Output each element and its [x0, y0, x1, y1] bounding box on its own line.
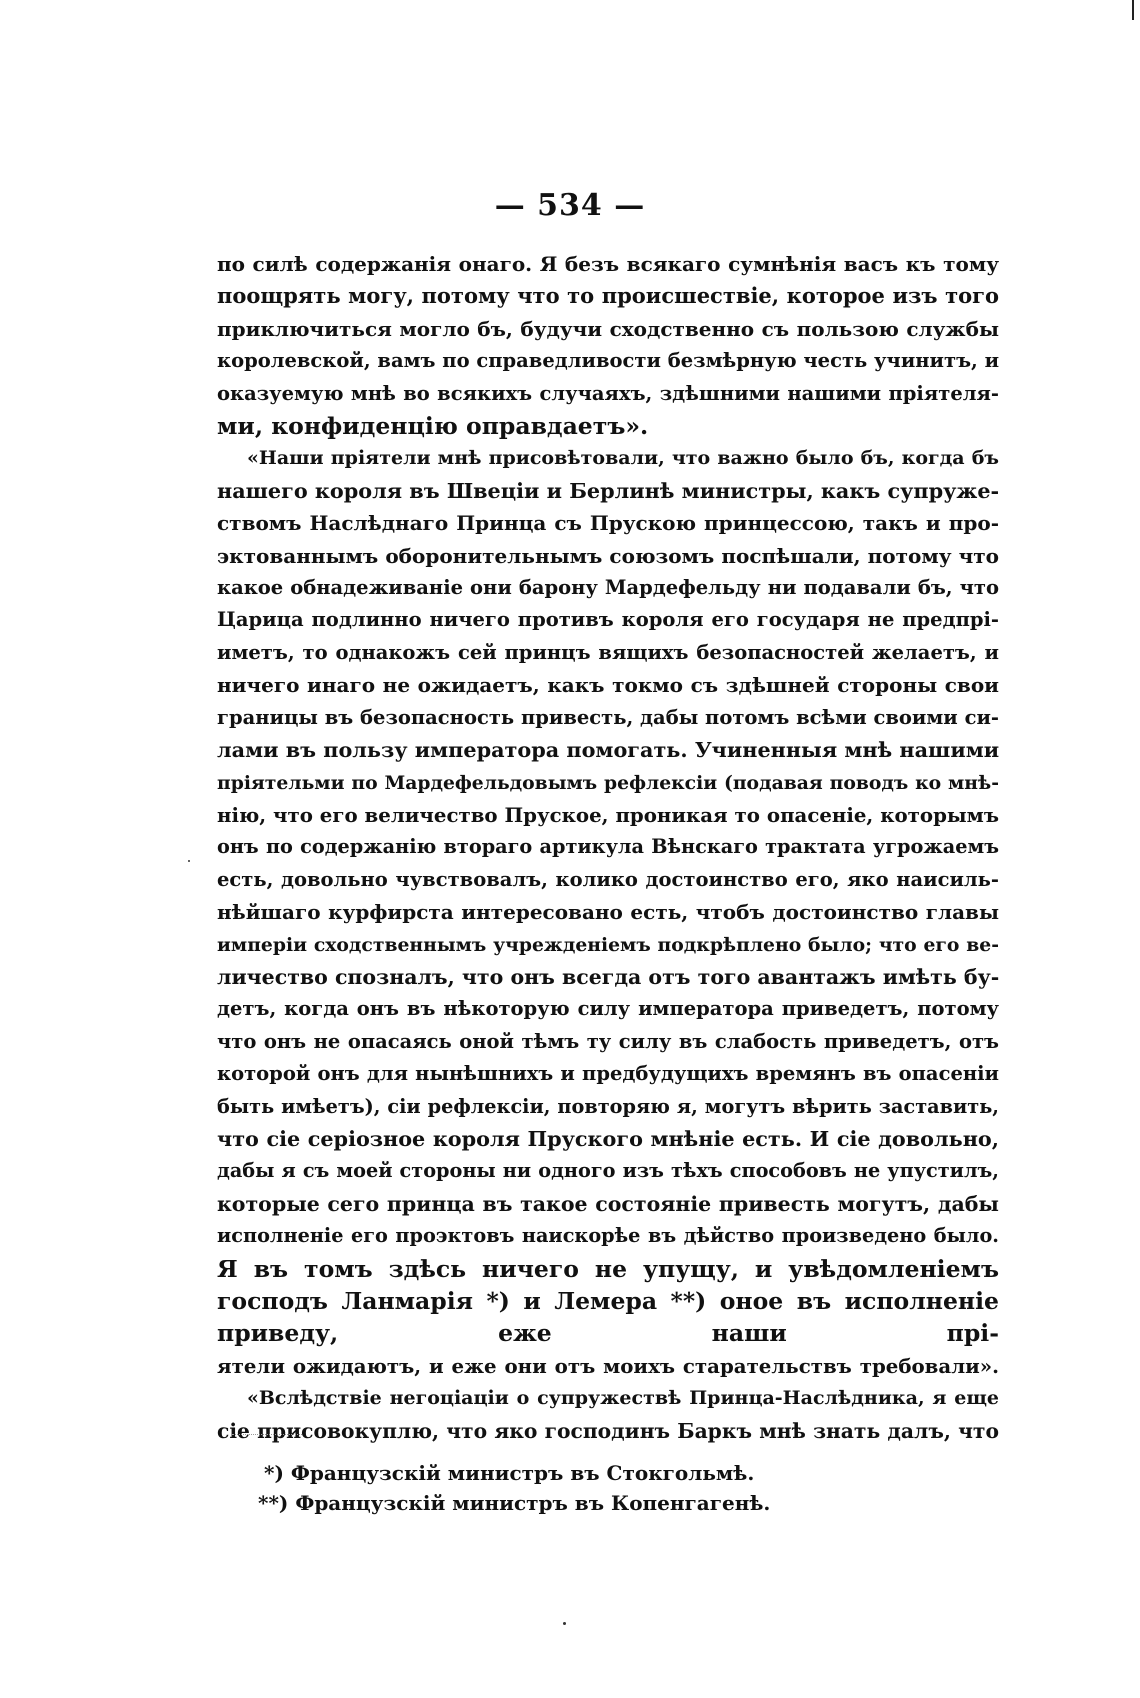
text-line: по силѣ содержанія онаго. Я безъ всякаго сумнѣнія васъ къ тому	[217, 252, 999, 276]
text-line: имперіи сходственнымъ учрежденіемъ подкрѣплено было; что его ве-	[217, 933, 999, 956]
text-line: онъ по содержанію втораго артикула Вѣнскаго трактата угрожаемъ	[217, 835, 999, 859]
text-line: ятели ожидаютъ, и еже они отъ моихъ старательствъ требовали».	[217, 1353, 999, 1378]
text-line: поощрять могу, потому что то происшествіе, которое изъ того	[217, 283, 999, 309]
page-number: — 534 —	[494, 188, 646, 223]
scan-speck	[188, 860, 190, 862]
text-line: какое обнадеживаніе они барону Мардефельду ни подавали бъ, что	[217, 576, 999, 600]
text-line: что онъ не опасаясь оной тѣмъ ту силу въ слабость приведетъ, отъ	[217, 1029, 999, 1053]
text-line: личество спозналъ, что онъ всегда отъ того авантажъ имѣть бу-	[217, 964, 999, 989]
text-line: что сіе серіозное короля Пруского мнѣніе есть. И сіе довольно,	[217, 1126, 999, 1151]
text-line: нашего короля въ Швеціи и Берлинѣ министры, какъ супруже-	[217, 478, 999, 503]
text-line: «Наши пріятели мнѣ присовѣтовали, что важно было бъ, когда бъ	[247, 447, 999, 470]
footnotes	[258, 1458, 770, 1518]
text-line: детъ, когда онъ въ нѣкоторую силу императора приведетъ, потому	[217, 997, 999, 1021]
text-line: дабы я съ моей стороны ни одного изъ тѣхъ способовъ не упустилъ,	[217, 1159, 999, 1183]
text-line: есть, довольно чувствовалъ, колико достоинство его, яко наисиль-	[217, 867, 999, 891]
text-line: границы въ безопасность привесть, дабы потомъ всѣми своими си-	[217, 705, 999, 729]
body-text	[217, 248, 999, 1447]
text-line-double: Я въ томъ здѣсь ничего не упущу, и увѣдомленіемъ господъ Ланмарія *) и Лемера **) оное въ исполненіе приведу, еже наши прі-	[217, 1254, 999, 1348]
text-line: лами въ пользу императора помогать. Учиненныя мнѣ нашими	[217, 738, 999, 763]
text-line: эктованнымъ оборонительнымъ союзомъ поспѣшали, потому что	[217, 543, 999, 568]
text-line: ничего инаго не ожидаетъ, какъ токмо съ здѣшней стороны свои	[217, 673, 999, 698]
text-line: иметъ, то однакожъ сей принцъ вящихъ безопасностей желаетъ, и	[217, 640, 999, 664]
text-line: королевской, вамъ по справедливости безмѣрную честь учинитъ, и	[217, 349, 999, 373]
text-line: нію, что его величество Пруское, проникая то опасеніе, которымъ	[217, 802, 999, 827]
footnote-1: *) Французскій министръ въ Стокгольмѣ.	[264, 1461, 755, 1485]
footnote-2: **) Французскій министръ въ Копенгагенѣ.	[258, 1491, 771, 1515]
text-line: ми, конфиденцію оправдаетъ».	[217, 412, 649, 441]
text-line: которые сего принца въ такое состояніе привесть могутъ, дабы	[217, 1191, 999, 1216]
text-line: пріятельми по Мардефельдовымъ рефлексіи (подавая поводъ ко мнѣ-	[217, 771, 999, 794]
text-line: быть имѣетъ), сіи рефлексіи, повторяю я, могутъ вѣрить заставить,	[217, 1094, 999, 1118]
text-line: которой онъ для нынѣшнихъ и предбудущихъ времянъ въ опасеніи	[217, 1062, 999, 1086]
text-line: приключиться могло бъ, будучи сходственно съ пользою службы	[217, 316, 999, 341]
text-line: нѣйшаго курфирста интересовано есть, чтобъ достоинство главы	[217, 900, 999, 925]
text-line: Царица подлинно ничего противъ короля его государя не предпрі-	[217, 608, 999, 632]
text-line: оказуемую мнѣ во всякихъ случаяхъ, здѣшними нашими пріятеля-	[217, 381, 999, 405]
scan-edge-mark	[1132, 0, 1134, 20]
text-line: сіе присовокуплю, что яко господинъ Баркъ мнѣ знать далъ, что	[217, 1418, 999, 1443]
footnote-divider	[232, 1434, 302, 1435]
text-line: «Вслѣдствіе негоціаціи о супружествѣ Принца-Наслѣдника, я еще	[247, 1387, 999, 1410]
text-line: ствомъ Наслѣднаго Принца съ Пруcкою принцессою, такъ и про-	[217, 511, 999, 536]
text-line: исполненіе его проэктовъ наискорѣе въ дѣйство произведено было.	[217, 1224, 999, 1248]
scan-speck	[563, 1622, 566, 1625]
